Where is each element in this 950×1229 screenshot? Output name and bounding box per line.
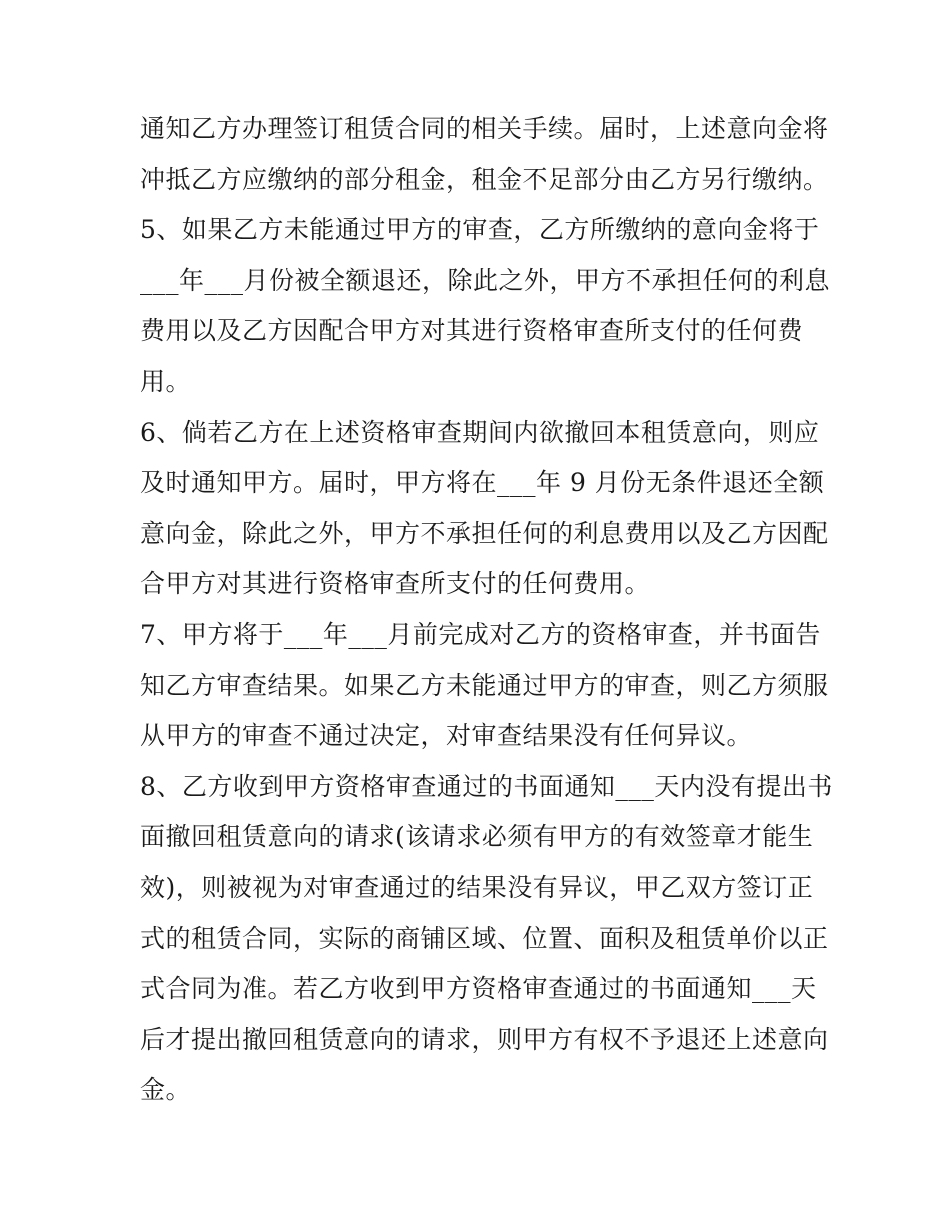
text-line: 冲抵乙方应缴纳的部分租金，租金不足部分由乙方另行缴纳。	[140, 164, 829, 194]
text-line: 意向金，除此之外，甲方不承担任何的利息费用以及乙方因配	[140, 518, 829, 548]
clause-6-line: 6、倘若乙方在上述资格审查期间内欲撤回本租赁意向，则应	[140, 417, 820, 447]
text-line: 从甲方的审查不通过决定，对审查结果没有任何异议。	[140, 721, 753, 751]
text-line: 知乙方审查结果。如果乙方未能通过甲方的审查，则乙方须服	[140, 670, 829, 700]
text-line: 式合同为准。若乙方收到甲方资格审查通过的书面通知___天	[140, 974, 817, 1004]
text-line: 及时通知甲方。届时，甲方将在___年 9 月份无条件退还全额	[140, 468, 825, 498]
text-line: 通知乙方办理签订租赁合同的相关手续。届时，上述意向金将	[140, 114, 829, 143]
text-line: 式的租赁合同，实际的商铺区域、位置、面积及租赁单价以正	[140, 923, 829, 953]
text-line: 金。	[140, 1075, 192, 1105]
text-line: 面撤回租赁意向的请求(该请求必须有甲方的有效签章才能生	[140, 822, 814, 852]
text-line: 后才提出撤回租赁意向的请求，则甲方有权不予退还上述意向	[140, 1024, 829, 1054]
text-line: 费用以及乙方因配合甲方对其进行资格审查所支付的任何费	[140, 316, 804, 346]
document-body	[140, 104, 833, 1116]
clause-8-line: 8、乙方收到甲方资格审查通过的书面通知___天内没有提出书	[140, 771, 833, 801]
text-line: 效)，则被视为对审查通过的结果没有异议，甲乙双方签订正	[140, 872, 814, 902]
clause-5-line: 5、如果乙方未能通过甲方的审查，乙方所缴纳的意向金将于	[140, 215, 820, 245]
text-line: 合甲方对其进行资格审查所支付的任何费用。	[140, 569, 651, 599]
clause-7-line: 7、甲方将于___年___月前完成对乙方的资格审查，并书面告	[140, 619, 821, 649]
text-line: 用。	[140, 366, 192, 396]
text-line: ___年___月份被全额退还，除此之外，甲方不承担任何的利息	[140, 265, 831, 295]
